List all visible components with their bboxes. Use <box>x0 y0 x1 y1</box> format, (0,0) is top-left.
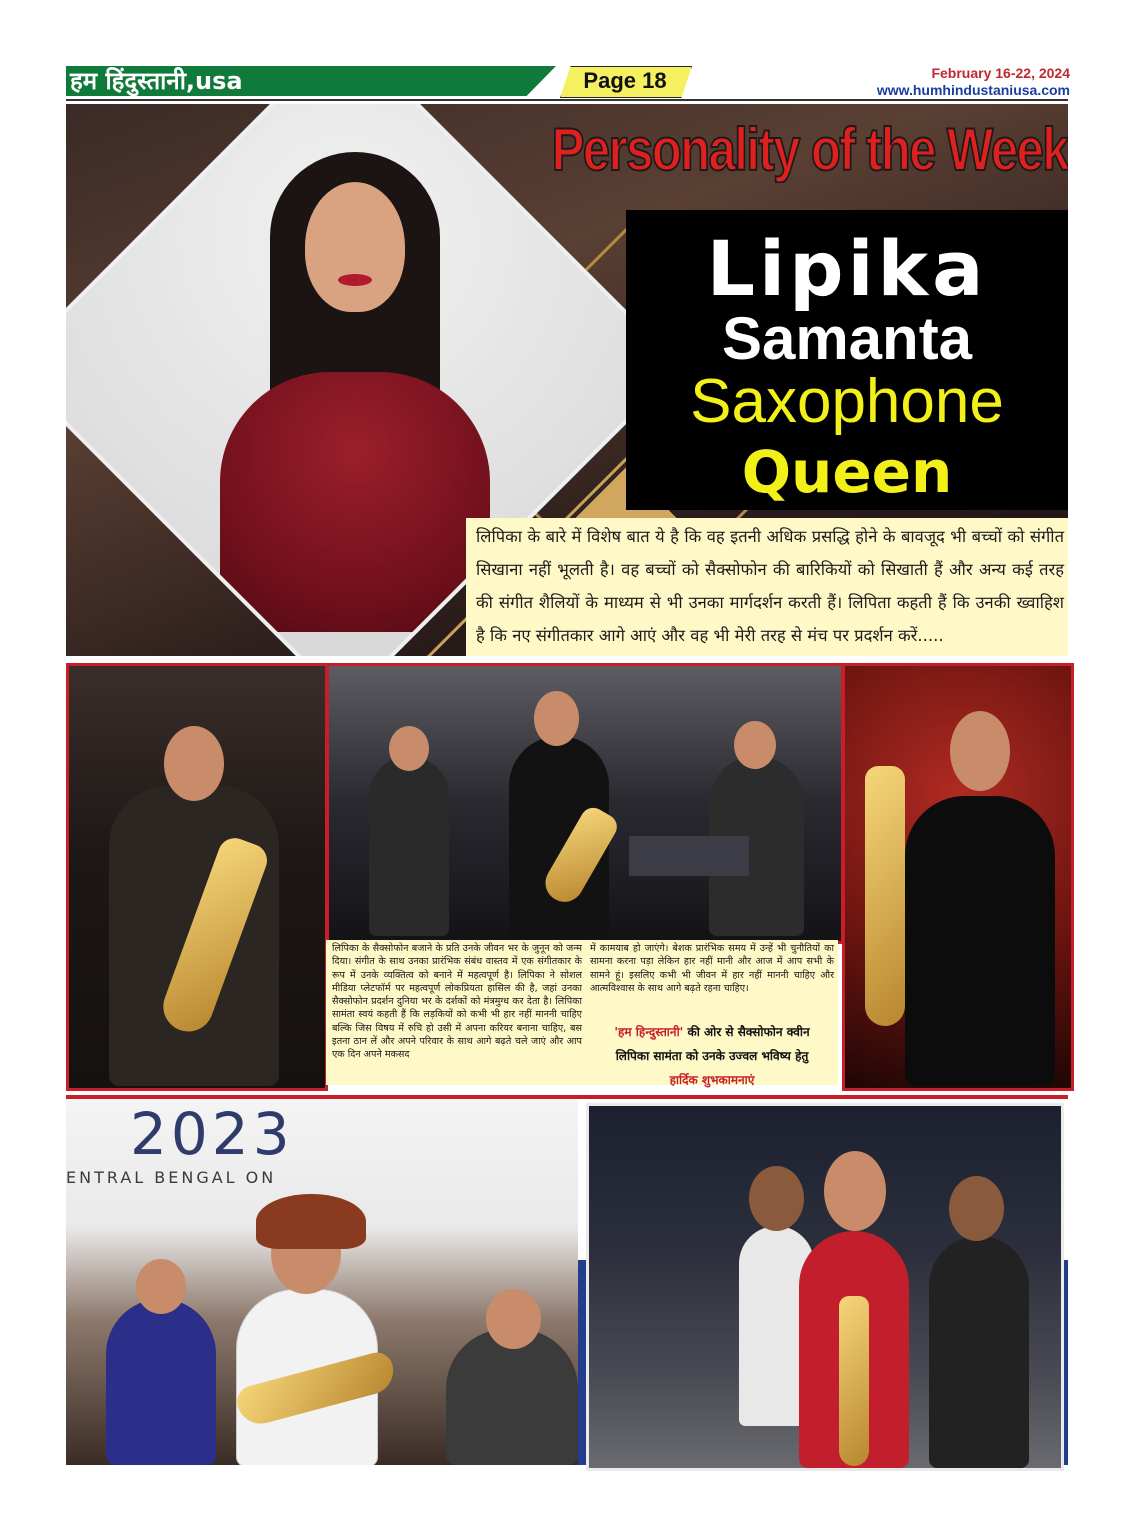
photo-figure-head <box>164 726 224 801</box>
photo-crowd <box>586 1103 1064 1471</box>
masthead-title: हम हिंदुस्तानी,usa <box>70 67 243 95</box>
page-number: Page 18 <box>583 68 667 93</box>
saxophone-icon <box>839 1296 869 1466</box>
photo-band-stage <box>326 663 844 944</box>
keyboard-instrument <box>629 836 749 876</box>
photo-figure-head <box>486 1289 541 1349</box>
photo-figure-head <box>534 691 579 746</box>
portrait-dress <box>220 372 490 632</box>
photo-figure-head <box>389 726 429 771</box>
tagline-saxophone: Saxophone <box>690 367 1004 436</box>
photo-performing-left <box>66 663 328 1091</box>
wishes-line-1 <box>590 1023 834 1040</box>
photo-figure-head <box>136 1259 186 1314</box>
photo-figure-head <box>824 1151 886 1231</box>
photo-figure <box>369 756 449 936</box>
photo-portrait-right <box>842 663 1074 1091</box>
portrait-face <box>305 182 405 312</box>
photo-figure-hair <box>256 1194 366 1249</box>
tagline-queen: Queen <box>741 438 953 506</box>
name-first: Lipika <box>706 224 988 313</box>
hero-section <box>66 104 1068 656</box>
photo-figure <box>106 1299 216 1465</box>
wishes-line-1-text: की ओर से सैक्सोफोन क्वीन <box>683 1025 810 1039</box>
saxophone-icon <box>865 766 905 1026</box>
portrait-lips <box>338 274 372 286</box>
photo-figure-head <box>949 1176 1004 1241</box>
hero-quote: लिपिका के बारे में विशेष बात ये है कि वह इतनी अधिक प्रसद्धि होने के बावजूद भी बच्चों को संगीत सिखाना नहीं भूलती है। वह बच्चों को सैक्सोफोन की बारिकियों को सिखाती हैं और अन्य कई तरह की संगीत शैलियों के माध्यम से भी उनका मार्गदर्शन करती हैं। लिपिता कहती हैं कि उनकी ख्वाहिश है कि नए संगीतकार आगे आएं और वह भी मेरी तरह से मंच पर प्रदर्शन करें..... <box>476 527 1064 645</box>
article-column-2: में कामयाब हो जाएंगे। बेशक प्रारंभिक समय में उन्हें भी चुनौतियों का सामना करना पड़ा लेकिन हार नहीं मानी और आज में आप सभी के सामने हूं। इसलिए कभी भी जीवन में हार नहीं माननी चाहिए और आत्मविश्वास के साथ आगे बढ़ते रहना चाहिए। <box>590 943 834 994</box>
wishes-brand: 'हम हिन्दुस्तानी' <box>614 1025 684 1039</box>
event-banner-year: 2023 <box>130 1100 294 1168</box>
photo-figure-head <box>950 711 1010 791</box>
site-url[interactable]: www.humhindustaniusa.com <box>876 82 1070 98</box>
photo-figure-head <box>749 1166 804 1231</box>
name-last: Samanta <box>721 305 973 372</box>
wishes-line-3: हार्दिक शुभकामनाएं <box>669 1073 755 1087</box>
article-column-1: लिपिका के सैक्सोफोन बजाने के प्रति उनके जीवन भर के जुनून को जन्म दिया। संगीत के साथ उनका प्रारंभिक संबंध वास्तव में एक संगीतकार के रूप में उनके व्यक्तित्व को बनाने में महत्वपूर्ण है। लिपिका ने सोशल मीडिया प्लेटफॉर्म पर महत्वपूर्ण लोकप्रियता हासिल की है, जहां उनका सैक्सोफोन प्रदर्शन दुनिया भर के दर्शकों को मंत्रमुग्ध कर देता है। लिपिका सामंता स्वयं कहती हैं कि लड़कियों को कभी भी हार नहीं माननी चाहिए बल्कि जिस विषय में रुचि हो उसी में अपना करियर बनाना चाहिए, बस इतना ठान लें और अपने परिवार के साथ आगे बढ़ते चले जाएं और आप एक दिन अपने मकसद <box>332 943 582 1061</box>
headline: Personality of the Week <box>551 116 1068 183</box>
wishes-line-2: लिपिका सामंता को उनके उज्वल भविष्य हेतु <box>615 1049 809 1063</box>
event-banner-subtitle: ENTRAL BENGAL ON <box>66 1168 277 1187</box>
photo-figure <box>929 1236 1029 1468</box>
photo-figure <box>905 796 1055 1086</box>
photo-figure-head <box>734 721 776 769</box>
masthead-rule <box>66 99 1068 101</box>
issue-date: February 16-22, 2024 <box>931 65 1070 81</box>
photo-figure <box>446 1329 578 1465</box>
